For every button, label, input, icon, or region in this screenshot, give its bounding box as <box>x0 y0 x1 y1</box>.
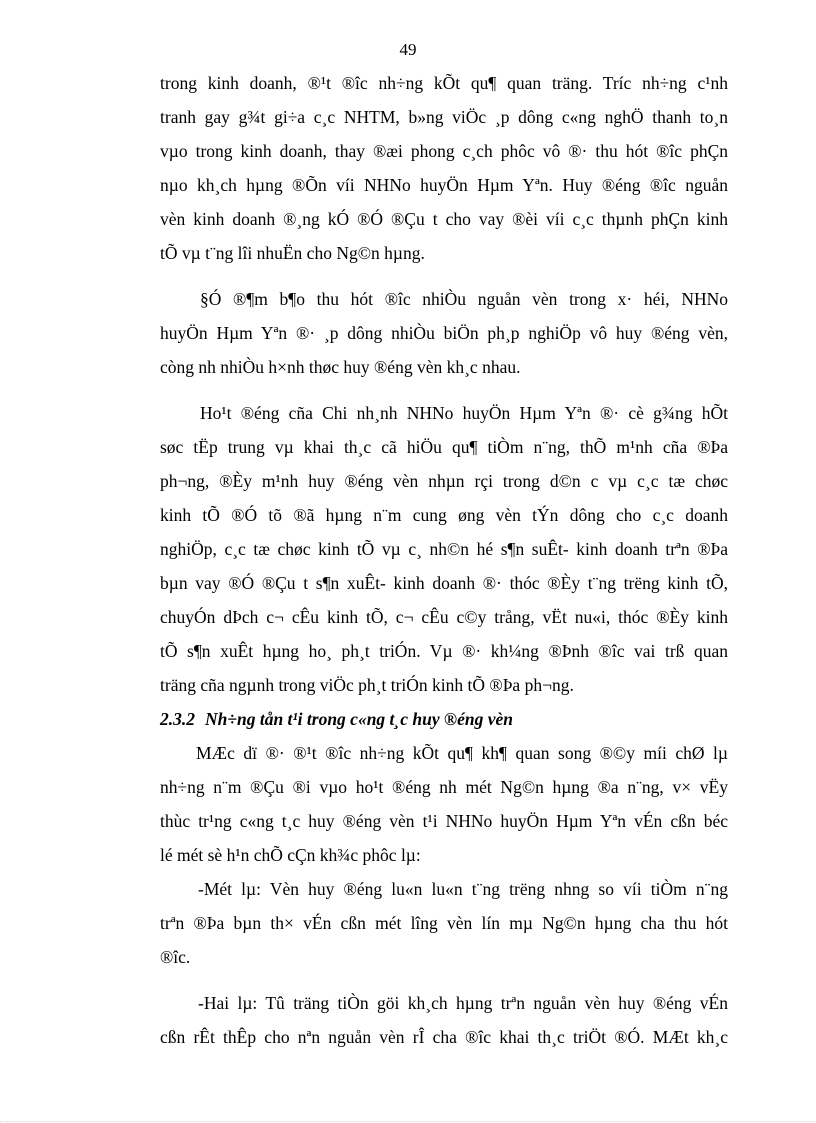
text-line: huyÖn Hµm Yªn ®· ¸p dông nhiÒu biÖn ph¸p nghiÖp vô huy ®éng vèn, <box>160 323 728 343</box>
text-line: cßn rÊt thÊp cho nªn nguån vèn rÎ cha ®îc khai th¸c triÖt ®Ó. MÆt kh¸c <box>160 1027 728 1047</box>
text-line: vµo trong kinh doanh, thay ®æi phong c¸ch phôc vô ®· thu hót ®îc phÇn <box>160 141 728 161</box>
text-line: lé mét sè h¹n chÕ cÇn kh¾c phôc lµ: <box>160 845 421 865</box>
section-number: 2.3.2 <box>160 709 195 729</box>
text-line: träng cña ngµnh trong viÖc ph¸t triÓn kinh tÕ ®Þa ph¬ng. <box>160 675 574 695</box>
paragraph-3 <box>160 396 728 702</box>
page-number: 49 <box>399 40 417 59</box>
paragraph-2 <box>160 282 728 384</box>
text-line: tranh gay g¾t gi÷a c¸c NHTM, b»ng viÖc ¸p dông c«ng nghÖ thanh to¸n <box>160 107 728 127</box>
text-line: nghiÖp, c¸c tæ chøc kinh tÕ vµ c¸ nh©n hé s¶n suÊt- kinh doanh trªn ®Þa <box>160 539 728 559</box>
text-line: ®îc. <box>160 947 191 967</box>
text-line: nµo kh¸ch hµng ®Õn víi NHNo huyÖn Hµm Yªn. Huy ®éng ®îc nguån <box>160 175 728 195</box>
text-line: Ho¹t ®éng cña Chi nh¸nh NHNo huyÖn Hµm Yªn ®· cè g¾ng hÕt <box>200 403 728 423</box>
text-line: -Mét lµ: Vèn huy ®éng lu«n lu«n t¨ng trëng nhng so víi tiÒm n¨ng <box>198 879 728 899</box>
paragraph-6 <box>160 986 728 1054</box>
section-heading <box>160 702 728 736</box>
text-line: trong kinh doanh, ®¹t ®îc nh÷ng kÕt qu¶ quan träng. Tríc nh÷ng c¹nh <box>160 73 728 93</box>
paragraph-5 <box>160 872 728 974</box>
paragraph-1 <box>160 66 728 270</box>
text-line: thùc tr¹ng c«ng t¸c huy ®éng vèn t¹i NHNo huyÖn Hµm Yªn vÉn cßn béc <box>160 811 728 831</box>
section-title: Nh÷ng tån t¹i trong c«ng t¸c huy ®éng vèn <box>205 709 513 729</box>
paragraph-4 <box>160 736 728 872</box>
text-line: bµn vay ®Ó ®Çu t s¶n xuÊt- kinh doanh ®· thóc ®Èy t¨ng trëng kinh tÕ, <box>160 573 728 593</box>
text-line: nh÷ng n¨m ®Çu ®i vµo ho¹t ®éng nh mét Ng©n hµng ®a n¨ng, v× vËy <box>160 777 728 797</box>
page-bottom-divider <box>0 1121 816 1122</box>
text-line: chuyÓn dÞch c¬ cÊu kinh tÕ, c¬ cÊu c©y trång, vËt nu«i, thóc ®Èy kinh <box>160 607 728 627</box>
text-line: trªn ®Þa bµn th× vÉn cßn mét lîng vèn lín mµ Ng©n hµng cha thu hót <box>160 913 728 933</box>
text-line: MÆc dï ®· ®¹t ®îc nh÷ng kÕt qu¶ kh¶ quan song ®©y míi chØ lµ <box>196 743 728 763</box>
document-body <box>160 66 728 1054</box>
text-line: ph¬ng, ®Èy m¹nh huy ®éng vèn nhµn rçi trong d©n c vµ c¸c tæ chøc <box>160 471 728 491</box>
text-line: còng nh nhiÒu h×nh thøc huy ®éng vèn kh¸c nhau. <box>160 357 521 377</box>
text-line: §Ó ®¶m b¶o thu hót ®îc nhiÒu nguån vèn trong x· héi, NHNo <box>200 289 728 309</box>
text-line: tÕ vµ t¨ng lîi nhuËn cho Ng©n hµng. <box>160 243 425 263</box>
text-line: -Hai lµ: Tû träng tiÒn göi kh¸ch hµng trªn nguån vèn huy ®éng vÉn <box>198 993 728 1013</box>
text-line: kinh tÕ ®Ó tõ ®ã hµng n¨m cung øng vèn tÝn dông cho c¸c doanh <box>160 505 728 525</box>
text-line: vèn kinh doanh ®¸ng kÓ ®Ó ®Çu t cho vay ®èi víi c¸c thµnh phÇn kinh <box>160 209 728 229</box>
text-line: søc tËp trung vµ khai th¸c cã hiÖu qu¶ tiÒm n¨ng, thÕ m¹nh cña ®Þa <box>160 437 728 457</box>
text-line: tÕ s¶n xuÊt hµng ho¸ ph¸t triÓn. Vµ ®· kh¼ng ®Þnh ®îc vai trß quan <box>160 641 728 661</box>
